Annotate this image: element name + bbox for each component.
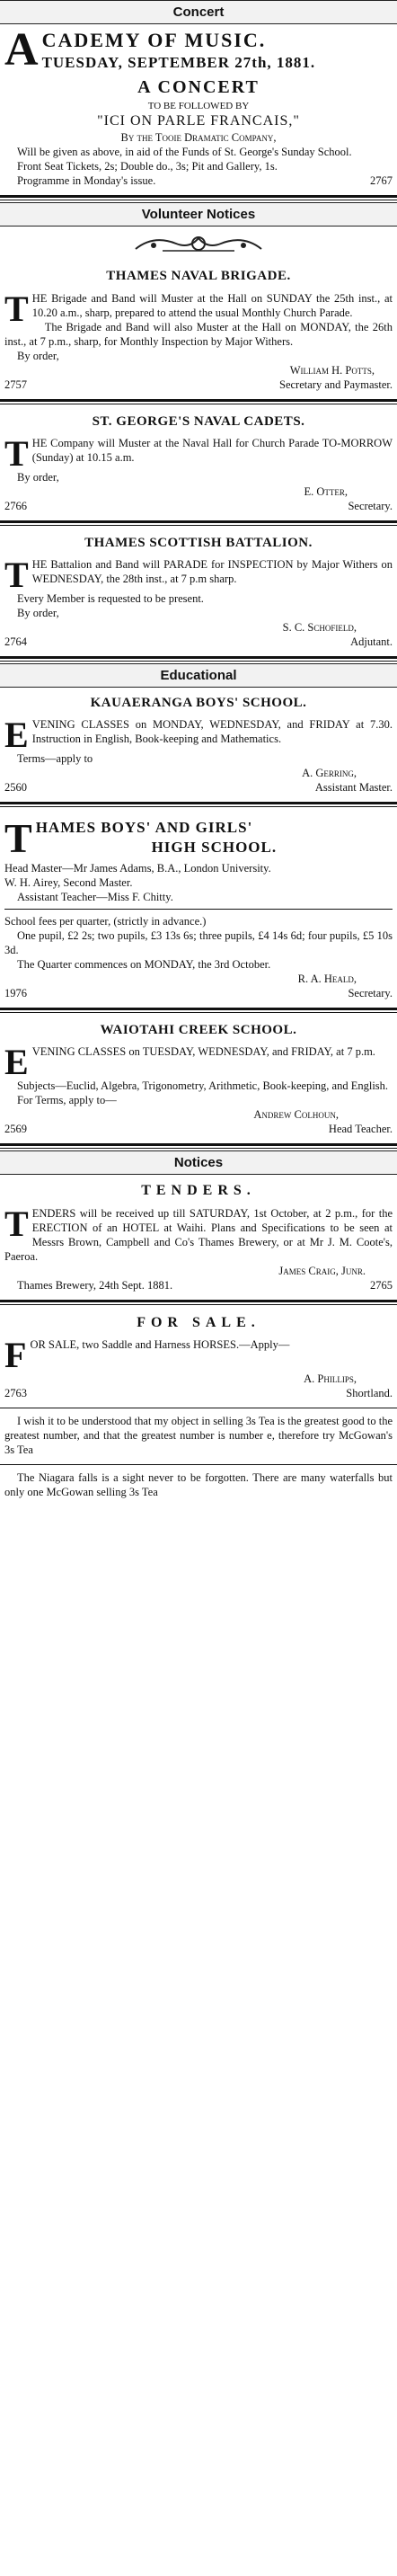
signatory-role: Assistant Master. <box>314 781 393 795</box>
ad-paragraph: OR SALE, two Saddle and Harness HORSES.—Apply— <box>30 1338 290 1352</box>
ad-title <box>4 815 393 862</box>
concert-venue: CADEMY OF MUSIC. <box>41 29 267 52</box>
ad-ref-number: 2569 <box>4 1123 27 1136</box>
ad-ref-number: 2767 <box>370 174 393 188</box>
drop-cap: T <box>4 432 29 474</box>
ad-ref-number: 2766 <box>4 499 27 512</box>
ad-ref-number: 2560 <box>4 781 27 795</box>
crest-emblem-icon <box>4 230 393 257</box>
concert-purpose: Will be given as above, in aid of the Funds of St. George's Sunday School. <box>17 146 352 159</box>
divider <box>0 656 397 662</box>
ad-ref-number: 2763 <box>4 1387 27 1400</box>
ad-title: ST. GEORGE'S NAVAL CADETS. <box>92 413 305 429</box>
ad-paragraph: Assistant Teacher—Miss F. Chitty. <box>17 890 173 903</box>
signatory-name: R. A. Heald, <box>297 972 357 985</box>
drop-cap: F <box>4 1335 27 1376</box>
by-order: By order, <box>17 349 59 362</box>
ad-paragraph: School fees per quarter, (strictly in advance.) <box>4 914 207 928</box>
ad-paragraph: The Brigade and Band will also Muster at the Hall on MONDAY, the 26th inst., at 7 p.m., sharp, for Monthly Inspection by Major Withers. <box>4 320 393 348</box>
waiotahi-school-ad <box>4 1015 393 1138</box>
ad-title: WAIOTAHI CREEK SCHOOL. <box>100 1022 297 1037</box>
ad-paragraph: For Terms, apply to— <box>17 1094 117 1107</box>
drop-cap: T <box>4 1203 29 1244</box>
signatory-name: James Craig, Junr. <box>278 1264 366 1277</box>
concert-title: A CONCERT <box>137 77 260 98</box>
signatory-name: A. Gerring, <box>302 767 357 780</box>
concert-ad <box>4 24 393 190</box>
signatory-name: E. Otter, <box>304 484 348 498</box>
ad-paragraph: HE Battalion and Band will PARADE for INSPECTION by Major Withers on WEDNESDAY, the 28th inst., at 7 p.m sharp. <box>31 557 393 585</box>
ad-paragraph: Every Member is requested to be present. <box>17 591 204 605</box>
signatory-role: Secretary and Paymaster. <box>279 378 393 391</box>
ad-paragraph: The Niagara falls is a sight never to be forgotten. There are many waterfalls but only one McGowan selling 3s Tea <box>4 1471 393 1499</box>
divider <box>0 399 397 404</box>
signatory-role: Adjutant. <box>350 635 393 648</box>
section-header-concert: Concert <box>0 0 397 24</box>
divider <box>0 1143 397 1149</box>
tea-notice <box>4 1467 393 1501</box>
by-order: By order, <box>17 470 59 484</box>
signatory-role: Secretary. <box>348 986 393 999</box>
ad-paragraph: Terms—apply to <box>17 752 93 766</box>
section-header-educational: Educational <box>0 663 397 688</box>
signatory-name: S. C. Schofield, <box>282 620 357 634</box>
kauaeranga-school-ad <box>4 688 393 796</box>
ad-title: TENDERS. <box>141 1183 256 1199</box>
concert-date: TUESDAY, SEPTEMBER 27th, 1881. <box>41 54 316 72</box>
ad-paragraph: The Quarter commences on MONDAY, the 3rd October. <box>17 957 271 971</box>
divider <box>0 802 397 807</box>
concert-programme: Programme in Monday's issue. <box>17 174 156 188</box>
ad-paragraph: ENDERS will be received up till SATURDAY, 1st October, at 2 p.m., for the ERECTION of an HOTEL at Waihi. Plans and Specifications to be seen at Messrs Brown, Campbell and Co's Thames Brewery, or at Mr J. M. Coote's, Paeroa. <box>4 1206 393 1263</box>
ad-ref-number: 2765 <box>370 1278 393 1292</box>
divider <box>0 1464 397 1465</box>
thames-high-school-ad <box>4 809 393 1002</box>
ad-paragraph: W. H. Airey, Second Master. <box>4 875 133 889</box>
ad-paragraph: VENING CLASSES on TUESDAY, WEDNESDAY, and FRIDAY, at 7 p.m. <box>31 1045 375 1059</box>
section-header-notices: Notices <box>0 1150 397 1175</box>
concert-followed-by: TO BE FOLLOWED BY <box>147 100 250 111</box>
divider <box>0 1300 397 1305</box>
concert-company: By the Tooie Dramatic Company, <box>120 131 277 145</box>
signatory-name: A. Phillips, <box>304 1372 357 1386</box>
signatory-name: Andrew Colhoun, <box>253 1108 339 1122</box>
ad-paragraph: Head Master—Mr James Adams, B.A., London University. <box>4 861 271 875</box>
ad-paragraph: One pupil, £2 2s; two pupils, £3 13s 6s; three pupils, £4 14s 6d; four pupils, £5 10s 3d. <box>4 928 393 956</box>
divider <box>0 1008 397 1013</box>
drop-cap: A <box>4 24 39 76</box>
ad-paragraph: VENING CLASSES on MONDAY, WEDNESDAY, and FRIDAY at 7.30. Instruction in English, Book-keeping and Mathematics. <box>31 718 393 746</box>
ad-paragraph: HE Brigade and Band will Muster at the Hall on SUNDAY the 25th inst., at 10.20 a.m., sharp, prepared to attend the usual Monthly Church Parade. <box>31 291 393 319</box>
ad-title: THAMES SCOTTISH BATTALION. <box>84 535 313 550</box>
ad-paragraph: I wish it to be understood that my object in selling 3s Tea is the greatest good to the greatest number, and that the greatest number is number e, therefore try McGowan's 3s Tea <box>4 1415 393 1457</box>
signatory-place: Shortland. <box>346 1387 393 1400</box>
divider <box>0 520 397 526</box>
ad-title: KAUAERANGA BOYS' SCHOOL. <box>90 696 307 711</box>
ad-ref-number: 2757 <box>4 378 27 391</box>
dateline: Thames Brewery, 24th Sept. 1881. <box>17 1278 173 1292</box>
ad-title-line: HIGH SCHOOL. <box>151 839 278 857</box>
drop-cap: E <box>4 1042 29 1083</box>
drop-cap: T <box>4 815 32 862</box>
drop-cap: E <box>4 715 29 756</box>
scottish-battalion-ad <box>4 528 393 651</box>
drop-cap: T <box>4 288 29 329</box>
signatory-role: Secretary. <box>348 499 393 512</box>
ad-title: THAMES NAVAL BRIGADE. <box>106 269 291 284</box>
ad-paragraph: Subjects—Euclid, Algebra, Trigonometry, Arithmetic, Book-keeping, and English. <box>17 1079 389 1093</box>
drop-cap: T <box>4 554 29 595</box>
ad-paragraph: HE Company will Muster at the Naval Hall for Church Parade TO-MORROW (Sunday) at 10.15 a.m. <box>31 436 393 464</box>
ad-title: FOR SALE. <box>137 1314 260 1330</box>
ad-ref-number: 1976 <box>4 986 27 999</box>
by-order: By order, <box>17 606 59 619</box>
divider <box>0 195 397 200</box>
ad-title-line: HAMES BOYS' AND GIRLS' <box>35 819 253 837</box>
for-sale-ad <box>4 1307 393 1402</box>
naval-cadets-ad <box>4 406 393 515</box>
concert-prices: Front Seat Tickets, 2s; Double do., 3s; Pit and Gallery, 1s. <box>17 160 278 173</box>
signatory-role: Head Teacher. <box>328 1123 393 1136</box>
section-header-volunteer: Volunteer Notices <box>0 202 397 227</box>
ad-ref-number: 2764 <box>4 635 27 648</box>
concert-play: "ICI ON PARLE FRANCAIS," <box>97 112 300 129</box>
concert-heading <box>4 24 393 76</box>
divider <box>4 909 393 910</box>
signatory-name: William H. Potts, <box>289 363 375 377</box>
tea-notice <box>4 1410 393 1459</box>
tenders-ad <box>4 1175 393 1293</box>
naval-brigade-ad <box>4 261 393 393</box>
